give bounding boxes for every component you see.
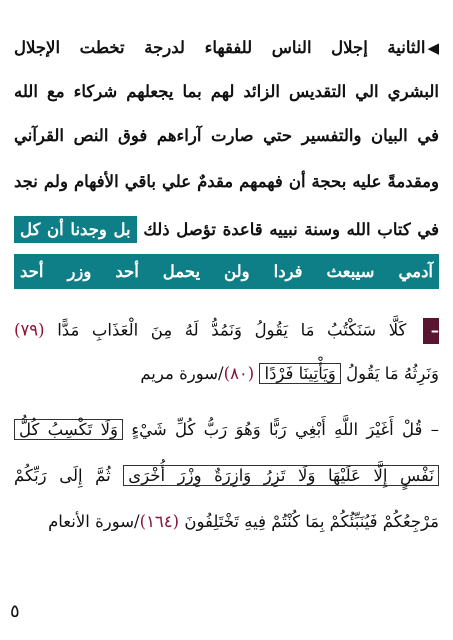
verse-2-boxed: وَيَأْتِينَا فَرْدًا — [259, 363, 340, 384]
paragraph-line-1 — [14, 36, 439, 60]
verse-3-boxed: وَلَا تَكْسِبُ كُلُّ — [14, 419, 123, 440]
verse-number-164: (١٦٤) — [139, 512, 180, 531]
verse-number-79: (٧٩) — [14, 320, 45, 340]
highlight-segment-2: آدمي سيبعث فردا ولن يحمل أحد وزر أحد — [14, 254, 439, 289]
paragraph-line-2: البشري الي التقديس الزائد لهم بما يجعلهم شركاء مع الله — [14, 82, 439, 101]
line-5-text: في كتاب الله وسنة نبييه قاعدة تؤصل ذلك — [143, 220, 439, 239]
verse-4-boxed: نَفْسٍ إِلَّا عَلَيْهَا وَلَا تَزِرُ وَازِرَةٌ وِزْرَ أُخْرَى — [123, 465, 439, 486]
verse-3-text: – قُلْ أَغَيْرَ اللَّهِ أَبْغِي رَبًّا وَهُوَ رَبُّ كُلِّ شَيْءٍ — [131, 420, 439, 439]
sura-anam: /سورة الأنعام — [48, 512, 140, 531]
verse-line-1 — [14, 318, 439, 342]
verse-line-3 — [14, 418, 439, 442]
highlight-segment-1: بل وجدنا أن كل — [14, 216, 137, 243]
verse-number-80: (٨٠) — [223, 364, 255, 383]
line-1-text: الثانية إجلال الناس للفقهاء لدرجة تخطت الإجلال — [14, 38, 426, 57]
verse-marker: – — [423, 318, 439, 344]
page-number: ٥ — [10, 601, 20, 622]
paragraph-line-6 — [14, 260, 439, 284]
sura-maryam: /سورة مريم — [140, 364, 224, 383]
verse-line-4 — [14, 464, 439, 488]
arrow-left-icon: ◀ — [427, 39, 439, 57]
paragraph-line-5 — [14, 218, 439, 242]
paragraph-line-4: ومقدمةً عليه بحجة أن فهمهم مقدمٌ علي باقي الأفهام ولم نجد — [14, 172, 439, 191]
verse-line-2 — [14, 362, 439, 386]
verse-1-text: كَلَّا سَنَكْتُبُ مَا يَقُولُ وَنَمُدُّ لَهُ مِنَ الْعَذَابِ مَدًّا — [57, 320, 407, 340]
paragraph-line-3: في البيان والتفسير حتي صارت آراءهم فوق النص القرآني — [14, 126, 439, 145]
verse-2-text: وَنَرِثُهُ مَا يَقُولُ — [346, 364, 439, 383]
verse-line-5 — [14, 510, 439, 534]
verse-5-text: مَرْجِعُكُمْ فَيُنَبِّئُكُمْ بِمَا كُنْتُمْ فِيهِ تَخْتَلِفُونَ — [184, 512, 439, 531]
verse-4-text: ثُمَّ إِلَى رَبِّكُمْ — [14, 466, 111, 485]
